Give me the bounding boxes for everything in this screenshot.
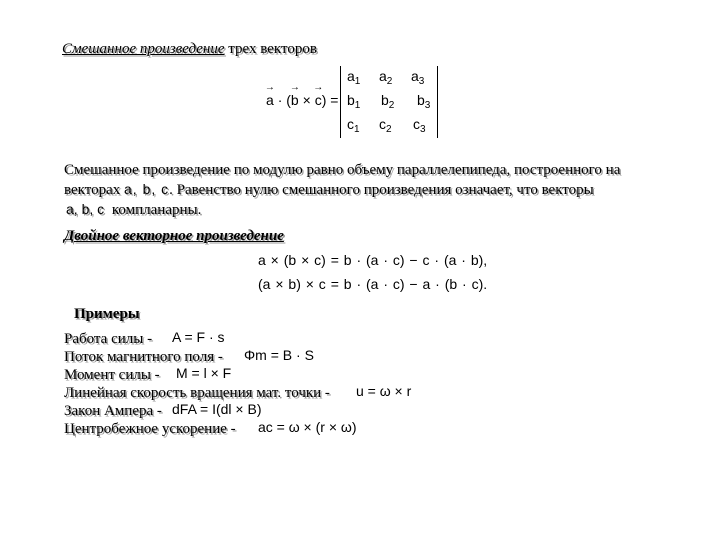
det-cell-a2: $a_2$ <box>379 68 393 87</box>
det-cell-c1: $c_1$ <box>347 116 360 135</box>
paragraph-line-1: Смешанное произведение по модулю равно объему параллелепипеда, построенного на <box>64 162 621 178</box>
cross-operator: × <box>302 92 311 108</box>
example-label-velocity: Линейная скорость вращения мат. точки - <box>64 385 330 401</box>
det-cell-c3: $c_3$ <box>413 116 426 135</box>
open-paren: ( <box>286 92 291 108</box>
close-paren-equals: ) = <box>321 92 339 108</box>
paragraph-line-2 <box>64 180 594 199</box>
example-formula-velocity: u = ω × r <box>356 383 412 399</box>
para-line2-end: . Равенство нулю смешанного произведения означает, что векторы <box>169 182 594 198</box>
example-formula-ampere: dFA = I(dl × B) <box>172 401 262 417</box>
det-cell-a1: $a_1$ <box>347 68 361 87</box>
det-cell-b2: $b_2$ <box>381 92 395 111</box>
det-cell-b1: $b_1$ <box>347 92 361 111</box>
mixed-product-lhs <box>266 92 338 108</box>
vector-b: → b <box>291 92 299 108</box>
triple-product-eq-1: a × (b × c) = b · (a · c) − c · (a · b), <box>258 252 488 268</box>
mixed-product-term: Смешанное произведение <box>62 41 225 57</box>
vector-a: → a <box>266 92 274 108</box>
example-label-flux: Поток магнитного поля - <box>64 349 223 365</box>
para-line2-vectors: a, b, c <box>124 181 170 197</box>
example-formula-centrifugal: ac = ω × (r × ω) <box>258 419 357 435</box>
det-cell-c2: $c_2$ <box>379 116 392 135</box>
paragraph-line-3 <box>66 200 201 219</box>
para-line3-vectors: a, b, c <box>66 201 105 217</box>
example-label-torque: Момент силы - <box>64 367 160 383</box>
triple-product-eq-2: (a × b) × c = b · (a · c) − a · (b · c). <box>258 276 488 292</box>
para-line2-start: векторах <box>64 182 121 198</box>
example-formula-work: A = F · s <box>172 329 225 345</box>
vector-c: → c <box>315 92 322 108</box>
section-title-triple-product: Двойное векторное произведение <box>64 228 284 244</box>
mixed-product-title-rest: трех векторов <box>224 41 317 57</box>
det-cell-b3: $b_3$ <box>417 92 431 111</box>
para-line3-end: компланарны. <box>111 202 202 218</box>
dot-operator: · <box>277 92 283 108</box>
det-cell-a3: $a_3$ <box>411 68 425 87</box>
section-title-mixed-product <box>62 40 317 58</box>
examples-title: Примеры <box>74 306 140 322</box>
example-label-work: Работа силы - <box>64 331 153 347</box>
example-formula-flux: Φm = B · S <box>244 347 314 363</box>
example-label-centrifugal: Центробежное ускорение - <box>64 421 236 437</box>
example-formula-torque: M = l × F <box>176 365 232 381</box>
determinant-matrix <box>340 66 438 138</box>
example-label-ampere: Закон Ампера - <box>64 403 162 419</box>
